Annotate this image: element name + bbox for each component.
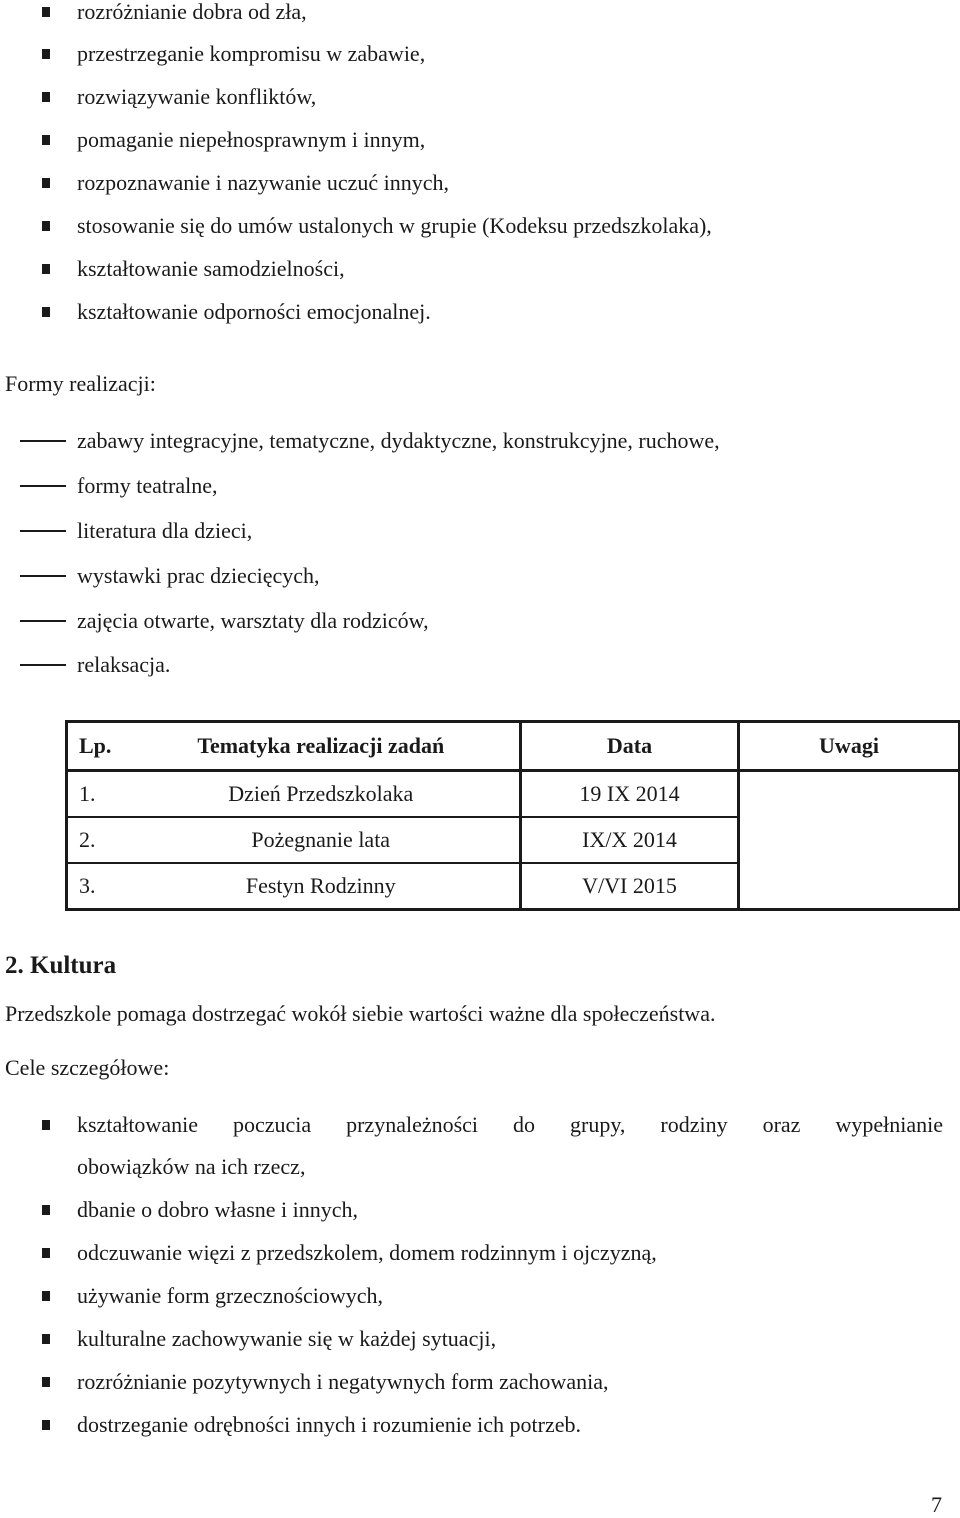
list-item: kulturalne zachowywanie się w każdej sytuacji,: [77, 1326, 497, 1351]
bullet-square-icon: [42, 178, 50, 188]
list-item: stosowanie się do umów ustalonych w grupie (Kodeksu przedszkolaka),: [77, 213, 712, 238]
word: rodziny: [660, 1112, 728, 1137]
word: grupy,: [570, 1112, 626, 1137]
list-item: używanie form grzecznościowych,: [77, 1283, 384, 1308]
header-notes: Uwagi: [739, 722, 960, 771]
page-number: 7: [931, 1492, 942, 1517]
header-date: Data: [521, 722, 739, 771]
list-item: formy teatralne,: [77, 473, 218, 498]
cell-topic: Dzień Przedszkolaka: [123, 771, 521, 818]
cell-lp: 3.: [79, 873, 96, 898]
list-item: rozwiązywanie konfliktów,: [77, 84, 317, 109]
table-header-row: [67, 722, 960, 771]
cell-topic: Festyn Rodzinny: [245, 873, 396, 898]
list-item: kształtowanie odporności emocjonalnej.: [77, 299, 431, 324]
section-intro: Przedszkole pomaga dostrzegać wokół siebie wartości ważne dla społeczeństwa.: [5, 1001, 716, 1026]
list-item-justified: [77, 1111, 943, 1139]
list-item: pomaganie niepełnosprawnym i innym,: [77, 127, 426, 152]
dash-bullet-icon: [20, 485, 66, 487]
bullet-square-icon: [42, 7, 50, 17]
word: oraz: [762, 1112, 801, 1137]
dash-bullet-icon: [20, 664, 66, 666]
cell-lp: 1.: [67, 771, 123, 818]
forms-label: Formy realizacji:: [5, 371, 156, 396]
bullet-square-icon: [42, 1291, 50, 1301]
cell-date: IX/X 2014: [521, 817, 739, 863]
list-item: relaksacja.: [77, 652, 171, 677]
table-row: [67, 771, 960, 818]
list-item: odczuwanie więzi z przedszkolem, domem rodzinnym i ojczyzną,: [77, 1240, 657, 1265]
dash-bullet-icon: [20, 620, 66, 622]
list-item: przestrzeganie kompromisu w zabawie,: [77, 41, 426, 66]
header-topic: Tematyka realizacji zadań: [123, 722, 521, 771]
list-item: zajęcia otwarte, warsztaty dla rodziców,: [77, 608, 429, 633]
bullet-square-icon: [42, 1120, 50, 1130]
list-item-continuation: obowiązków na ich rzecz,: [77, 1154, 306, 1179]
word: przynależności: [346, 1112, 479, 1137]
cell-lp: 2.: [67, 817, 123, 863]
list-item: dostrzeganie odrębności innych i rozumienie ich potrzeb.: [77, 1412, 581, 1437]
bullet-square-icon: [42, 307, 50, 317]
bullet-square-icon: [42, 1205, 50, 1215]
word: wypełnianie: [835, 1112, 943, 1137]
bullet-square-icon: [42, 1248, 50, 1258]
list-item: literatura dla dzieci,: [77, 518, 253, 543]
dash-bullet-icon: [20, 440, 66, 442]
events-table: [65, 720, 960, 911]
word: do: [513, 1112, 536, 1137]
list-item: kształtowanie samodzielności,: [77, 256, 345, 281]
header-lp: Lp.: [67, 722, 123, 771]
dash-bullet-icon: [20, 575, 66, 577]
goals-label: Cele szczegółowe:: [5, 1055, 170, 1080]
section-title: Kultura: [30, 952, 117, 979]
list-item: wystawki prac dziecięcych,: [77, 563, 320, 588]
list-item: rozróżnianie dobra od zła,: [77, 0, 307, 24]
cell-topic: Pożegnanie lata: [123, 817, 521, 863]
list-item: dbanie o dobro własne i innych,: [77, 1197, 359, 1222]
bullet-square-icon: [42, 92, 50, 102]
word: poczucia: [232, 1112, 312, 1137]
bullet-square-icon: [42, 1334, 50, 1344]
dash-bullet-icon: [20, 530, 66, 532]
bullet-square-icon: [42, 264, 50, 274]
bullet-square-icon: [42, 221, 50, 231]
cell-date: V/VI 2015: [521, 863, 739, 910]
bullet-square-icon: [42, 1420, 50, 1430]
cell-date: 19 IX 2014: [521, 771, 739, 818]
bullet-square-icon: [42, 49, 50, 59]
word: kształtowanie: [77, 1112, 198, 1137]
bullet-square-icon: [42, 135, 50, 145]
list-item: rozpoznawanie i nazywanie uczuć innych,: [77, 170, 449, 195]
section-heading: [5, 952, 116, 980]
section-number: 2.: [5, 952, 24, 979]
cell-notes: [739, 771, 960, 910]
bullet-square-icon: [42, 1377, 50, 1387]
list-item: rozróżnianie pozytywnych i negatywnych form zachowania,: [77, 1369, 609, 1394]
list-item: zabawy integracyjne, tematyczne, dydaktyczne, konstrukcyjne, ruchowe,: [77, 428, 720, 453]
